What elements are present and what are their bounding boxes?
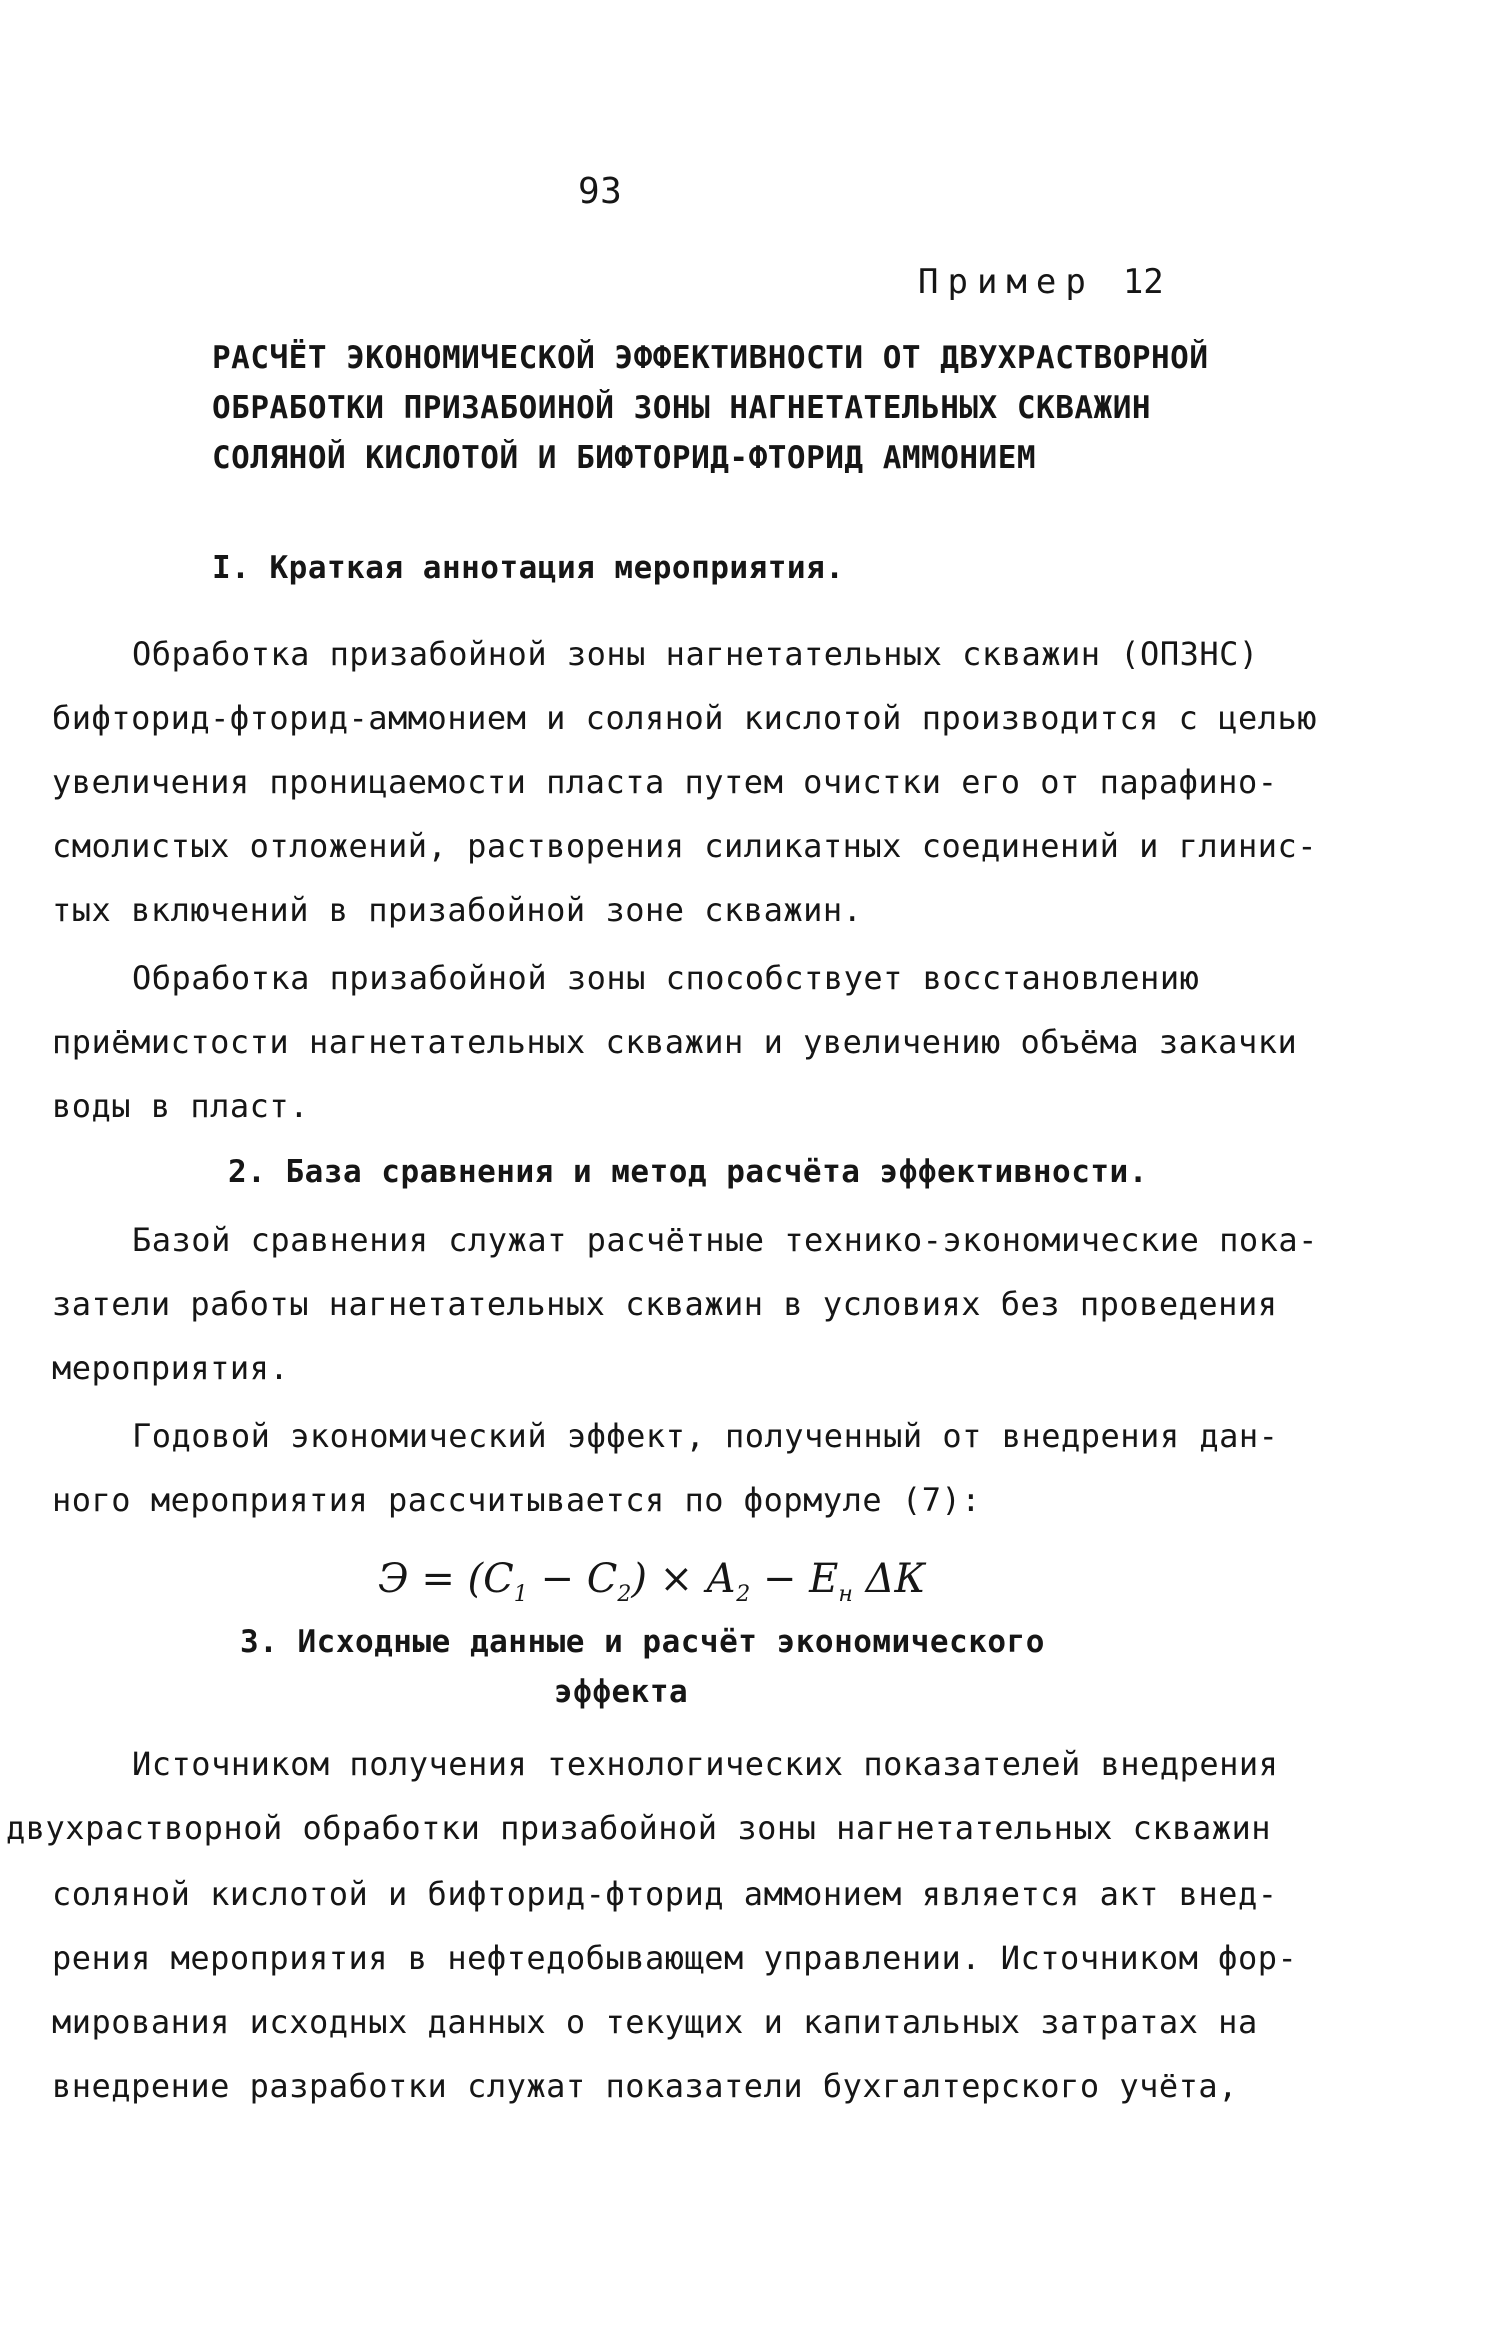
formula-c2: С: [586, 1556, 618, 1602]
paragraph-line: внедрение разработки служат показатели бухгалтерского учёта,: [52, 2067, 1238, 2105]
paragraph-line: Источником получения технологических показателей внедрения: [132, 1745, 1279, 1783]
formula-lhs: Э: [378, 1556, 409, 1602]
paragraph-line: Базой сравнения служат расчётные технико-экономические пока-: [132, 1221, 1318, 1259]
paragraph-line: увеличения проницаемости пласта путем очистки его от парафино-: [52, 763, 1278, 801]
paragraph-line: приёмистости нагнетательных скважин и увеличению объёма закачки: [52, 1023, 1298, 1061]
paragraph-line: двухрастворной обработки призабойной зоны нагнетательных скважин: [6, 1809, 1271, 1847]
paragraph-line: тых включений в призабойной зоне скважин.: [52, 891, 863, 929]
section-heading: 2. База сравнения и метод расчёта эффективности.: [228, 1154, 1148, 1190]
formula-a-sub: 2: [736, 1582, 751, 1607]
formula-e-sub: н: [838, 1582, 853, 1607]
section-heading: эффекта: [554, 1674, 689, 1710]
formula: $Э = (С_1 - С_2) \times А_2 - Е_н$ ΔК: [378, 1556, 926, 1607]
example-label: [918, 262, 1164, 302]
section-heading: I. Краткая аннотация мероприятия.: [212, 550, 845, 586]
title-line: ОБРАБОТКИ ПРИЗАБОИНОЙ ЗОНЫ НАГНЕТАТЕЛЬНЫХ СКВАЖИН: [212, 390, 1152, 426]
formula-c2-sub: 2: [617, 1582, 632, 1607]
title-line: СОЛЯНОЙ КИСЛОТОЙ И БИФТОРИД-ФТОРИД АММОНИЕМ: [212, 440, 1037, 476]
paragraph-line: воды в пласт.: [52, 1087, 309, 1125]
formula-a: А: [705, 1556, 737, 1602]
paragraph-line: Обработка призабойной зоны способствует восстановлению: [132, 959, 1200, 997]
paragraph-line: ного мероприятия рассчитывается по формуле (7):: [52, 1481, 981, 1519]
paragraph-line: смолистых отложений, растворения силикатных соединений и глинис-: [52, 827, 1317, 865]
formula-e: Е: [809, 1556, 839, 1602]
paragraph-line: Обработка призабойной зоны нагнетательных скважин (ОПЗНС): [132, 635, 1259, 673]
example-word: Пример: [918, 262, 1095, 302]
paragraph-line: рения мероприятия в нефтедобывающем управлении. Источником фор-: [52, 1939, 1298, 1977]
formula-c1-sub: 1: [513, 1582, 528, 1607]
paragraph-line: мирования исходных данных о текущих и капитальных затратах на: [52, 2003, 1258, 2041]
paragraph-line: затели работы нагнетательных скважин в условиях без проведения: [52, 1285, 1278, 1323]
formula-c1: С: [483, 1556, 514, 1602]
paragraph-line: бифторид-фторид-аммонием и соляной кислотой производится с целью: [52, 699, 1317, 737]
paragraph-line: Годовой экономический эффект, полученный от внедрения дан-: [132, 1417, 1279, 1455]
paragraph-line: соляной кислотой и бифторид-фторид аммонием является акт внед-: [52, 1875, 1278, 1913]
paragraph-line: мероприятия.: [52, 1349, 290, 1387]
formula-k: ΔК: [865, 1556, 926, 1602]
example-number: 12: [1122, 262, 1164, 302]
page-number: 93: [578, 171, 623, 212]
title-line: РАСЧЁТ ЭКОНОМИЧЕСКОЙ ЭФФЕКТИВНОСТИ ОТ ДВУХРАСТВОРНОЙ: [212, 340, 1209, 376]
section-heading: 3. Исходные данные и расчёт экономического: [240, 1624, 1045, 1660]
